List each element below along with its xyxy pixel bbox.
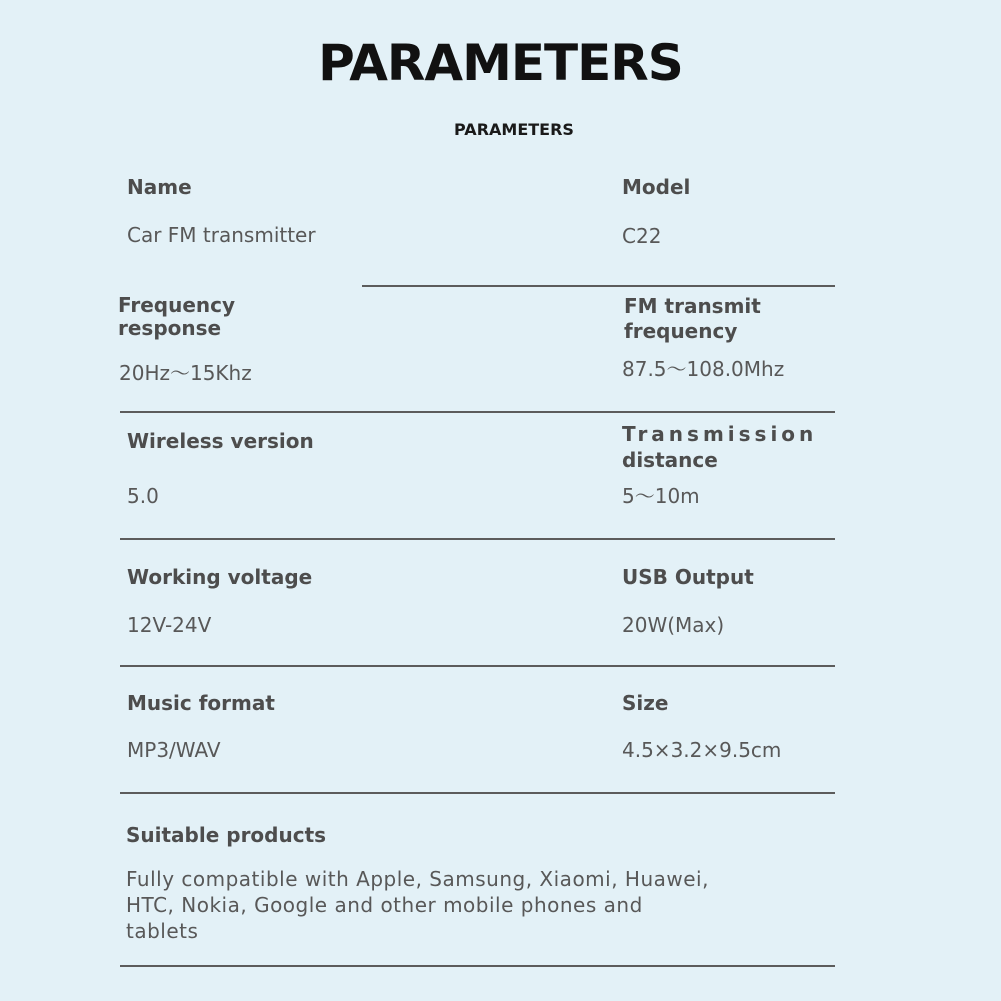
transmission-distance-value: 5～10m (622, 484, 700, 508)
suitable-products-value (126, 866, 726, 944)
music-format-value: MP3/WAV (127, 738, 221, 762)
row-divider (120, 792, 835, 794)
working-voltage-value: 12V-24V (127, 613, 212, 637)
fm-transmit-frequency-label (624, 294, 761, 344)
name-label: Name (127, 175, 192, 199)
row-divider (120, 665, 835, 667)
size-value: 4.5×3.2×9.5cm (622, 738, 782, 762)
fm-transmit-frequency-label-line1: FM transmit (624, 294, 761, 318)
frequency-response-value: 20Hz～15Khz (119, 361, 252, 385)
suitable-products-line3: tablets (126, 919, 199, 943)
usb-output-label: USB Output (622, 565, 754, 589)
model-value: C22 (622, 224, 662, 248)
row-divider (362, 285, 835, 287)
suitable-products-line1: Fully compatible with Apple, Samsung, Xiaomi, Huawei, (126, 867, 709, 891)
frequency-response-label (118, 294, 235, 340)
fm-transmit-frequency-label-line2: frequency (624, 319, 738, 343)
row-divider (120, 538, 835, 540)
usb-output-value: 20W(Max) (622, 613, 725, 637)
suitable-products-label: Suitable products (126, 823, 327, 847)
page-title: PARAMETERS (318, 34, 683, 92)
wireless-version-value: 5.0 (127, 484, 159, 508)
frequency-response-label-line1: Frequency (118, 293, 236, 317)
row-divider (120, 965, 835, 967)
fm-transmit-frequency-value: 87.5～108.0Mhz (622, 357, 785, 381)
transmission-distance-label-line2: distance (622, 448, 718, 472)
size-label: Size (622, 691, 669, 715)
transmission-distance-label-line1: Transmission (622, 422, 818, 446)
music-format-label: Music format (127, 691, 275, 715)
frequency-response-label-line2: response (118, 316, 222, 340)
name-value: Car FM transmitter (127, 223, 316, 247)
transmission-distance-label (622, 421, 817, 473)
model-label: Model (622, 175, 691, 199)
wireless-version-label: Wireless version (127, 429, 314, 453)
working-voltage-label: Working voltage (127, 565, 313, 589)
row-divider (120, 411, 835, 413)
suitable-products-line2: HTC, Nokia, Google and other mobile phones and (126, 893, 643, 917)
section-subtitle: PARAMETERS (454, 120, 574, 139)
